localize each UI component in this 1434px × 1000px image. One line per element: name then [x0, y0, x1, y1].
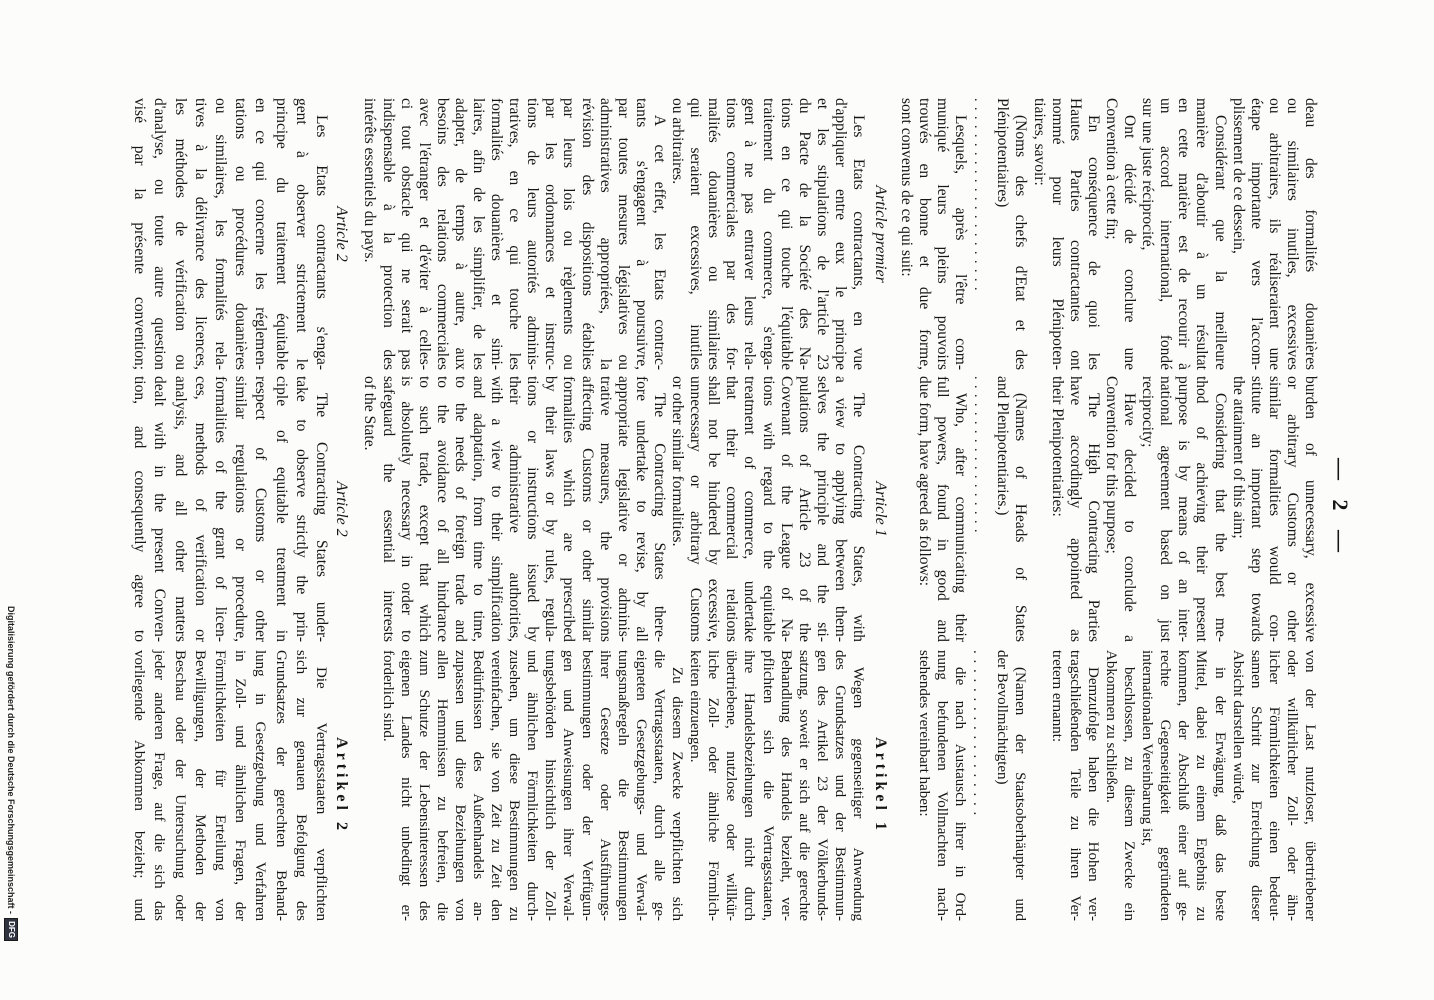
- text-line: internationalen Vereinbarung ist,: [1139, 650, 1156, 846]
- text-line: Convention à cette fin;: [1102, 98, 1120, 240]
- paragraph: [1102, 376, 1138, 642]
- text-line: fore undertake to revise, by all: [632, 376, 650, 642]
- text-line: Covenant of the League of Na-: [777, 376, 795, 642]
- text-line: similar regulations or procedure,: [232, 376, 250, 642]
- dotted-line: . . . . . . . . . . . . . . . . . . . . . .: [971, 98, 986, 292]
- text-line: tions or instructions issued by: [524, 376, 542, 642]
- text-line: lung in Gesetzgebung und Verfahren: [252, 650, 269, 921]
- text-line: Hautes Parties contractantes ont: [1066, 98, 1084, 370]
- text-line: eigenen Landes nicht unbedingt er-: [397, 650, 414, 921]
- text-line: ou similaires, les formalités rela-: [211, 98, 229, 370]
- text-line: tions commerciales par des for-: [723, 98, 741, 370]
- text-line: nung befundenen Vollmachten nach-: [933, 650, 950, 921]
- text-line: dealt with in the present Conven-: [151, 376, 169, 642]
- text-line: Who, after communicating their: [951, 393, 969, 642]
- paragraph: [129, 98, 331, 370]
- text-line: tungsmaßregeln die Bestimmungen: [614, 650, 631, 921]
- text-line: un accord international, fondé: [1157, 98, 1175, 370]
- text-line: vorliegende Abkommen bezieht; und: [131, 650, 148, 921]
- dotted-line: . . . . . . . . . . . . . . . . . .: [970, 650, 986, 817]
- article-heading: Article 2: [333, 206, 350, 262]
- text-line: par les ordonnances et instruc-: [542, 98, 560, 370]
- paragraph: [1229, 376, 1319, 642]
- text-line: sont convenus de ce qui suit:: [897, 98, 915, 277]
- text-line: indispensable à la protection des: [379, 98, 397, 370]
- text-line: Ont décidé de conclure une: [1121, 115, 1139, 370]
- text-line: by their laws or by rules, regula-: [542, 376, 560, 642]
- text-line: qui seraient excessives, inutiles: [687, 98, 705, 370]
- text-line: tretern ernannt:: [1048, 650, 1065, 743]
- article-2-heading: [332, 376, 350, 642]
- text-line: their Plenipotentiaries:: [1048, 376, 1066, 517]
- text-line: et les stipulations de l'article 23: [813, 98, 831, 370]
- article-2-heading: [332, 650, 350, 921]
- text-line: Förmlichkeiten für Erteilung von: [211, 650, 228, 921]
- text-line: tions en ce qui touche l'équitable: [777, 98, 795, 370]
- paragraph: [1229, 98, 1319, 370]
- article-heading: Artikel 2: [333, 737, 350, 834]
- article-1-heading: [871, 376, 889, 642]
- text-line: tants s'engagent à poursuivre,: [632, 98, 650, 370]
- paragraph: [129, 650, 331, 921]
- text-line: d'appliquer entre eux le principe: [831, 98, 849, 370]
- text-line: pflichten sich die Vertragsstaaten,: [759, 650, 776, 921]
- text-line: the attainment of this aim;: [1229, 376, 1247, 539]
- paragraph: [668, 98, 867, 370]
- text-line: der Bevollmächtigten): [993, 650, 1010, 785]
- text-line: die Vertragsstaaten, durch alle ge-: [650, 650, 667, 921]
- text-line: burden of unnecessary, excessive: [1302, 376, 1319, 642]
- text-line: zusehen, um diese Bestimmungen zu: [506, 650, 523, 921]
- text-line: manière d'aboutir à un résultat: [1193, 98, 1211, 370]
- paragraph: [1048, 650, 1102, 921]
- text-line: Bewilligungen, der Methoden der: [191, 650, 208, 921]
- text-line: tragschließenden Teile zu ihren Ver-: [1066, 650, 1083, 921]
- text-line: Mittel, dabei zu einem Ergebnis zu: [1193, 650, 1210, 921]
- text-line: formalities of the grant of licen-: [211, 376, 229, 642]
- text-line: gen und Anweisungen ihrer Verwal-: [560, 650, 577, 921]
- text-line: (Noms des chefs d'Etat et des: [1012, 115, 1029, 370]
- text-line: safeguard the essential interests: [379, 376, 397, 642]
- text-line: tions with regard to the equitable: [759, 376, 777, 642]
- article-heading: Article 1: [872, 481, 889, 537]
- text-line: in der Erwägung, daß das beste: [1211, 667, 1228, 921]
- text-line: Lesquels, après l'être com-: [951, 115, 969, 370]
- text-line: gent à ne pas entraver leurs rela-: [741, 98, 759, 370]
- text-line: en cette matière est de recourir à: [1175, 98, 1193, 370]
- text-line: adapter, de temps à autre, aux: [451, 98, 469, 370]
- text-line: (Names of Heads of States: [1012, 393, 1029, 642]
- text-line: and adaptation, from time to time,: [470, 376, 488, 642]
- paragraph: [668, 376, 867, 642]
- text-line: similar formalities would con-: [1265, 376, 1283, 642]
- text-line: formalities which are prescribed: [560, 376, 578, 642]
- text-line: in Zoll- und ähnlichen Fragen, der: [232, 650, 249, 921]
- article-2-body: [129, 376, 331, 642]
- text-line: gent à observer strictement le: [292, 98, 310, 370]
- signatories-block: [915, 650, 987, 921]
- article-1-body: [360, 98, 867, 370]
- text-line: Beschau oder der Untersuchung oder: [171, 650, 188, 921]
- text-line: tions de leurs autorités adminis-: [524, 98, 542, 370]
- text-line: vereinfachen, sie von Zeit zu Zeit den: [488, 650, 505, 921]
- text-line: treatment of commerce, undertake: [741, 376, 759, 642]
- text-line: administratives appropriées, la: [596, 98, 614, 370]
- article-1-heading: [871, 98, 889, 370]
- french-column: [0, 98, 1434, 370]
- paragraph: [1102, 98, 1138, 370]
- page-number: — 2 —: [1328, 458, 1353, 552]
- text-line: rechte Gegenseitigkeit gegründeten: [1157, 650, 1174, 921]
- text-line: ihre Handelsbeziehungen nicht durch: [741, 650, 758, 921]
- article-2-body: [129, 650, 331, 921]
- text-line: Grundsatzes der gerechten Behand-: [272, 650, 289, 921]
- text-line: en ce qui concerne les réglemen-: [252, 98, 270, 370]
- text-line: to such trade, except that which: [415, 376, 433, 642]
- text-line: The Contracting States there-: [650, 393, 668, 642]
- signatories-block: [915, 376, 987, 642]
- text-line: thod of achieving their present: [1193, 376, 1211, 642]
- text-line: ci tout obstacle qui ne serait pas: [397, 98, 415, 370]
- paragraph: [915, 650, 969, 921]
- text-line: and Plenipotentiaries.): [993, 376, 1011, 516]
- paragraph: [1229, 650, 1319, 921]
- text-line: muniqué leurs pleins pouvoirs: [933, 98, 951, 370]
- text-line: Zu diesem Zwecke verpflichten sich: [669, 667, 686, 921]
- text-line: satzung, soweit er sich auf die gerechte: [795, 650, 812, 921]
- article-heading: Article 2: [333, 481, 350, 537]
- text-line: Bedürfnissen des Außenhandels an-: [470, 650, 487, 921]
- text-line: révision des dispositions établies: [578, 98, 596, 370]
- text-line: forderlich sind.: [379, 650, 396, 742]
- preamble-block: [1030, 98, 1320, 370]
- text-line: to the avoidance of all hindrance: [433, 376, 451, 642]
- text-line: Die Vertragsstaaten verpflichten: [313, 667, 329, 921]
- text-line: beschlossen, zu diesem Zwecke ein: [1121, 667, 1138, 921]
- text-line: due form, have agreed as follows:: [915, 376, 933, 587]
- paragraph: [360, 98, 668, 370]
- text-line: traitement du commerce, s'enga-: [759, 98, 777, 370]
- text-line: selves the principle and the sti-: [813, 376, 831, 642]
- text-line: tations ou procédures douanières: [232, 98, 250, 370]
- text-line: laires, afin de les simplifier, de les: [470, 98, 488, 370]
- article-2-body: [129, 98, 331, 370]
- preamble-block: [1048, 376, 1319, 642]
- text-line: deau des formalités douanières: [1302, 98, 1319, 370]
- text-line: Plénipotentiaires): [993, 98, 1011, 208]
- text-line: principe du traitement équitable: [272, 98, 290, 370]
- names-block: [993, 98, 1029, 370]
- text-line: du Pacte de la Société des Na-: [795, 98, 813, 370]
- text-line: ciple of equitable treatment in: [272, 376, 290, 642]
- text-line: allen Hemmnissen zu befreien, die: [433, 650, 450, 921]
- text-line: The High Contracting Parties: [1084, 393, 1102, 642]
- text-line: affecting Customs or other similar: [578, 376, 596, 642]
- text-line: zupassen und diese Beziehungen von: [451, 650, 468, 921]
- names-block: [993, 650, 1029, 921]
- paragraph: [993, 376, 1029, 642]
- paragraph: [1138, 376, 1228, 642]
- text-line: pulations of Article 23 of the: [795, 376, 813, 642]
- text-line: tratives, en ce qui touche les: [506, 98, 524, 370]
- text-line: d'analyse, ou toute autre question: [151, 98, 169, 370]
- text-line: trative measures, the provisions: [596, 376, 614, 642]
- text-line: appropriate legislative or adminis-: [614, 376, 632, 642]
- article-1-body: [360, 376, 867, 642]
- paragraph: [1102, 650, 1138, 921]
- paragraph: [897, 98, 969, 370]
- article-1-body: [378, 650, 867, 921]
- text-line: sur une juste réciprocité,: [1139, 98, 1157, 251]
- dfg-logo: DFG: [4, 918, 18, 941]
- text-line: jeder anderen Frage, auf die sich das: [151, 650, 168, 921]
- text-line: sich zur genauen Befolgung des: [292, 650, 309, 921]
- text-line: par toutes mesures législatives ou: [614, 98, 632, 370]
- text-line: unnecessary or arbitrary Customs: [687, 376, 705, 642]
- text-line: samen Schritt zur Erreichung dieser: [1247, 650, 1264, 921]
- text-line: licher Förmlichkeiten einen bedeut-: [1265, 650, 1282, 921]
- text-line: trouvés en bonne et due forme,: [915, 98, 933, 370]
- text-line: have accordingly appointed as: [1066, 376, 1084, 642]
- dotted-line: . . . . . . . . . . . . . . . . . .: [971, 376, 986, 534]
- text-line: with a view to their simplification: [488, 376, 506, 642]
- text-line: kommen, der Abschluß einer auf ge-: [1175, 650, 1192, 921]
- text-line: liche Zoll- oder ähnliche Förmlich-: [705, 650, 722, 921]
- text-line: of the State.: [361, 376, 379, 451]
- paragraph: [1138, 98, 1228, 370]
- text-line: analysis, and all other matters: [171, 376, 189, 642]
- signatories-block: [897, 98, 987, 370]
- text-line: take to observe strictly the prin-: [292, 376, 310, 642]
- article-2-heading: [332, 98, 350, 370]
- text-line: des Grundsatzes und der Bestimmun-: [831, 650, 848, 921]
- text-line: The Contracting States under-: [313, 393, 330, 642]
- text-line: übertriebene, nutzlose oder willkür-: [723, 650, 740, 921]
- text-line: Considering that the best me-: [1211, 393, 1229, 642]
- paragraph: [993, 650, 1029, 921]
- paragraph: [1048, 376, 1102, 642]
- article-heading: Article premier: [872, 185, 889, 283]
- paragraph: [915, 376, 969, 642]
- text-line: die nach Austausch ihrer in Ord-: [951, 667, 968, 921]
- text-line: Have decided to conclude a: [1121, 393, 1139, 642]
- text-line: ou arbitraires, ils réaliseraient une: [1265, 98, 1283, 370]
- text-line: tungsbehörden hinsichtlich der Zoll-: [542, 650, 559, 921]
- digitization-footer: [4, 606, 18, 998]
- text-line: keiten einzuengen.: [687, 650, 704, 763]
- text-line: tives à la délivrance des licences,: [191, 98, 209, 370]
- text-line: (Namen der Staatsoberhäupter und: [1012, 667, 1028, 921]
- paragraph: [1030, 98, 1102, 370]
- paragraph: [993, 98, 1029, 370]
- text-line: intérêts essentiels du pays.: [361, 98, 379, 263]
- text-line: eigneten Gesetzgebungs- und Verwal-: [632, 650, 649, 921]
- text-line: zum Schutze der Lebensinteressen des: [415, 650, 432, 921]
- text-line: respect of Customs or other: [252, 376, 270, 642]
- text-line: Considérant que la meilleure: [1211, 115, 1229, 370]
- text-line: ces, methods of verification or: [191, 376, 209, 642]
- text-line: that their commercial relations: [723, 376, 741, 642]
- text-line: Convention for this purpose;: [1102, 376, 1120, 554]
- preamble-block: [1048, 650, 1319, 921]
- text-line: ihrer Gesetze oder Ausführungs-: [596, 650, 613, 921]
- text-line: national agreement based on just: [1157, 376, 1175, 642]
- footer-text: Digitalisierung gefördert durch die Deutsche Forschungsgemeinschaft -: [6, 606, 16, 915]
- paragraph: [360, 376, 668, 642]
- text-line: En conséquence de quoi les: [1084, 115, 1102, 370]
- text-line: Behandlung des Handels bezieht, ver-: [777, 650, 794, 921]
- text-line: ou arbitraires.: [669, 98, 687, 185]
- names-block: [993, 376, 1029, 642]
- text-line: oder willkürlicher Zoll- oder ähn-: [1283, 650, 1300, 921]
- text-line: par leurs lois ou règlements ou: [560, 98, 578, 370]
- text-line: und ähnlichen Förmlichkeiten durch-: [524, 650, 541, 921]
- text-line: Les Etats contractants, en vue: [850, 115, 867, 370]
- text-line: stehendes vereinbart haben:: [915, 650, 932, 817]
- paragraph: [378, 650, 686, 921]
- text-line: avec l'étranger et d'éviter à celles-: [415, 98, 433, 370]
- text-line: bestimmungen oder der Verfügun-: [578, 650, 595, 921]
- text-line: visé par la présente convention;: [131, 98, 149, 370]
- german-column: [0, 650, 1434, 921]
- text-line: malités douanières ou similaires: [705, 98, 723, 370]
- text-line: stitute an important step towards: [1247, 376, 1265, 642]
- text-line: nommé pour leurs Plénipoten-: [1048, 98, 1066, 370]
- text-line: or other similar formalities.: [669, 376, 687, 547]
- text-line: formalités douanières et simi-: [488, 98, 506, 370]
- text-line: les méthodes de vérification ou: [171, 98, 189, 370]
- text-line: reciprocity;: [1139, 376, 1157, 448]
- text-line: von der Last nutzloser, übertriebener: [1302, 650, 1318, 921]
- text-line: Abkommen zu schließen.: [1102, 650, 1119, 803]
- paragraph: [129, 376, 331, 642]
- text-line: full powers, found in good and: [933, 376, 951, 642]
- english-column: [0, 376, 1434, 642]
- text-line: is absolutely necessary in order to: [397, 376, 415, 642]
- text-line: Wegen gegenseitiger Anwendung: [850, 667, 866, 921]
- text-line: besoins des relations commerciales: [433, 98, 451, 370]
- text-line: a view to applying between them-: [831, 376, 849, 642]
- text-line: tion, and consequently agree to: [131, 376, 149, 642]
- text-line: plissement de ce dessein,: [1229, 98, 1247, 254]
- text-line: or arbitrary Customs or other: [1283, 376, 1301, 642]
- text-line: Demzufolge haben die Hohen ver-: [1084, 667, 1101, 921]
- article-1-heading: [871, 650, 889, 921]
- text-line: tiaires, savoir:: [1030, 98, 1048, 186]
- article-heading: Artikel 1: [872, 737, 889, 834]
- text-line: A cet effet, les Etats contrac-: [650, 115, 668, 370]
- text-line: purpose is by means of an inter-: [1175, 376, 1193, 642]
- text-line: Les Etats contractants s'enga-: [313, 115, 330, 370]
- text-line: ou similaires inutiles, excessives: [1283, 98, 1301, 370]
- text-line: their administrative authorities,: [506, 376, 524, 642]
- text-line: The Contracting States, with: [850, 393, 867, 642]
- text-line: Absicht darstellen würde,: [1229, 650, 1246, 804]
- paragraph: [1138, 650, 1228, 921]
- paragraph: [686, 650, 867, 921]
- text-line: étape importante vers l'accom-: [1247, 98, 1265, 370]
- text-line: gen des Artikel 23 der Völkerbunds-: [813, 650, 830, 921]
- text-line: shall not be hindered by excessive,: [705, 376, 723, 642]
- text-line: to the needs of foreign trade and: [451, 376, 469, 642]
